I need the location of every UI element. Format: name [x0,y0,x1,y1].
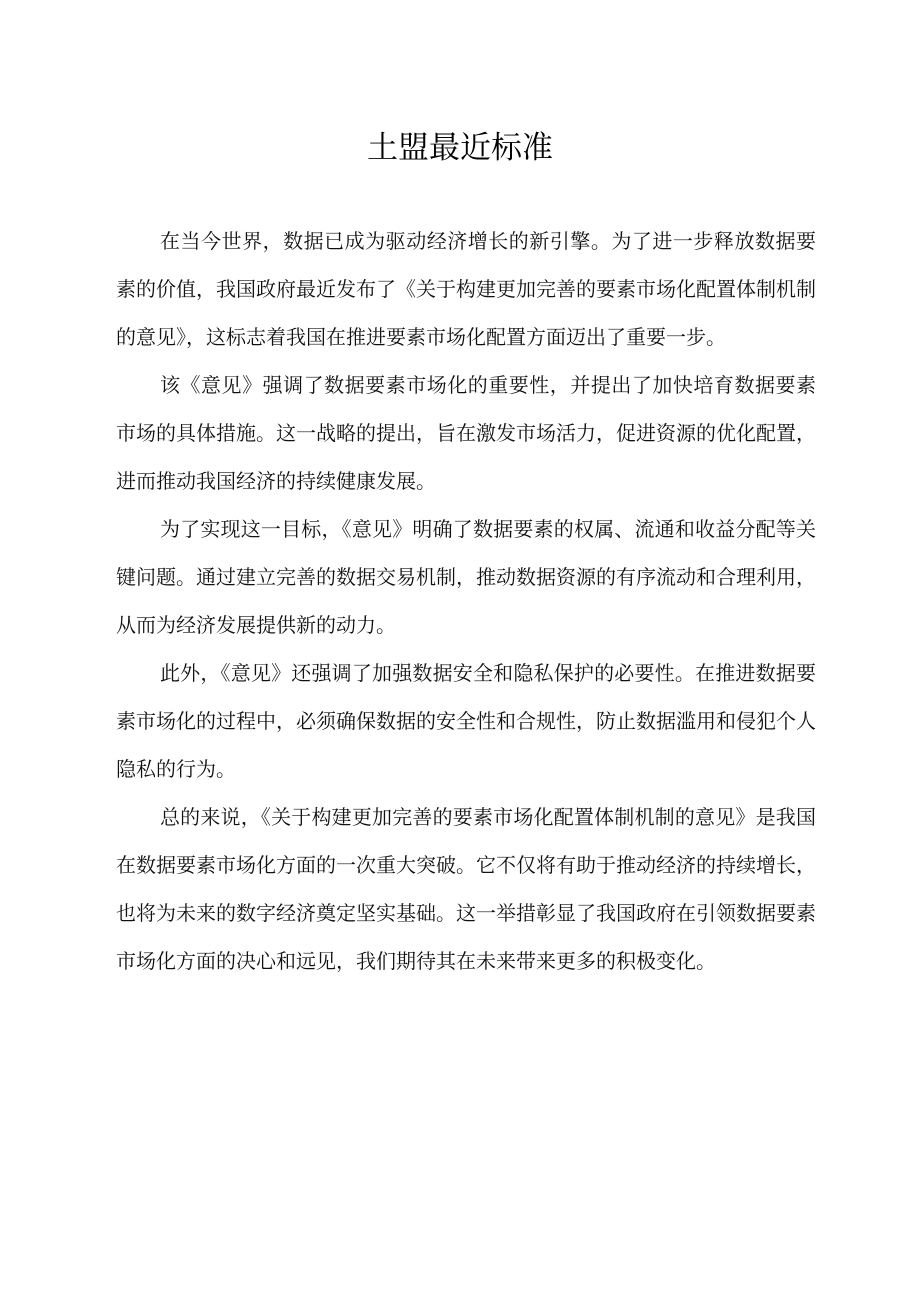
document-title: 土盟最近标准 [367,130,553,166]
paragraph-3: 为了实现这一目标，《意见》明确了数据要素的权属、流通和收益分配等关键问题。通过建立完善的数据交易机制，推动数据资源的有序流动和合理利用，从而为经济发展提供新的动力。 [116,517,816,637]
paragraph-5: 总的来说，《关于构建更加完善的要素市场化配置体制机制的意见》是我国在数据要素市场化方面的一次重大突破。它不仅将有助于推动经济的持续增长，也将为未来的数字经济奠定坚实基础。这一举措彰显了我国政府在引领数据要素市场化方面的决心和远见，我们期待其在未来带来更多的积极变化。 [116,805,816,973]
paragraph-1: 在当今世界，数据已成为驱动经济增长的新引擎。为了进一步释放数据要素的价值，我国政府最近发布了《关于构建更加完善的要素市场化配置体制机制的意见》，这标志着我国在推进要素市场化配置方面迈出了重要一步。 [116,229,816,349]
paragraph-2: 该《意见》强调了数据要素市场化的重要性，并提出了加快培育数据要素市场的具体措施。这一战略的提出，旨在激发市场活力，促进资源的优化配置，进而推动我国经济的持续健康发展。 [116,373,816,493]
paragraph-4: 此外，《意见》还强调了加强数据安全和隐私保护的必要性。在推进数据要素市场化的过程中，必须确保数据的安全性和合规性，防止数据滥用和侵犯个人隐私的行为。 [116,661,816,781]
document-body [116,217,816,985]
